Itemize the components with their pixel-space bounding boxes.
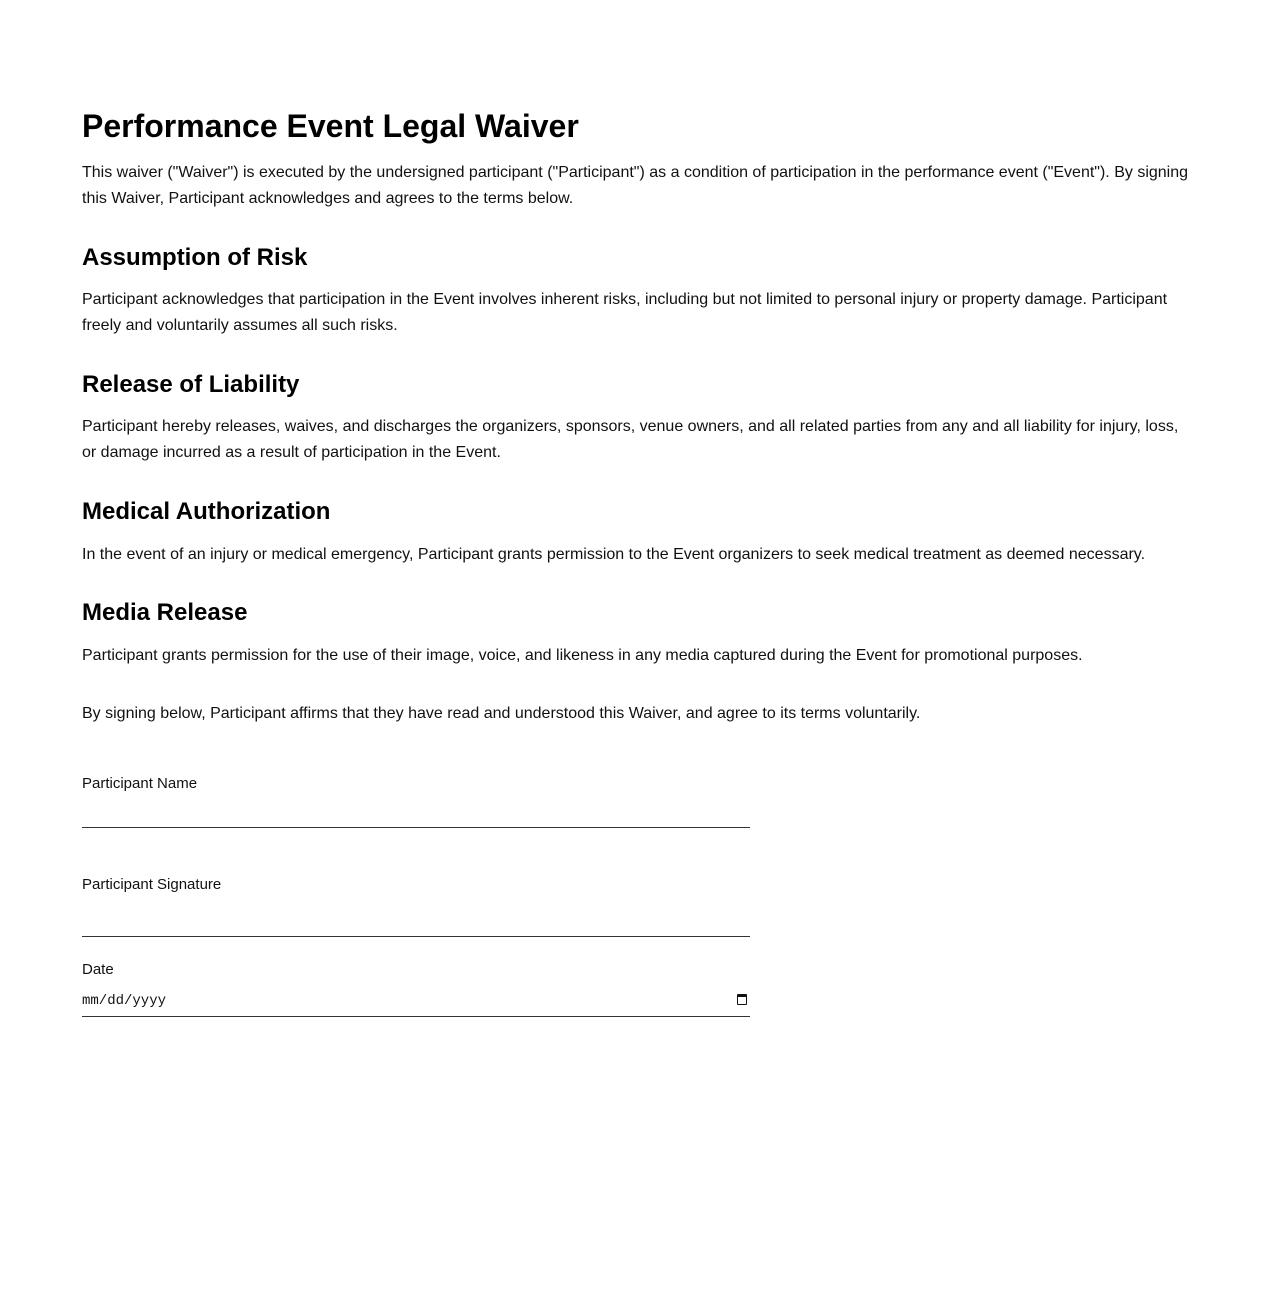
section-body-assumption-of-risk: Participant acknowledges that participation in the Event involves inherent risks, including but not limited to personal injury or property damage. Participant freely and voluntarily assumes all such risks. [82,291,1168,334]
participant-name-label: Participant Name [82,775,198,792]
section-body-medical-authorization: In the event of an injury or medical emergency, Participant grants permission to the Event organizers to seek medical treatment as deemed necessary. [82,546,1146,563]
participant-signature-input[interactable] [82,912,750,937]
section-heading-media-release: Media Release [82,599,248,626]
section-body-release-of-liability: Participant hereby releases, waives, and discharges the organizers, sponsors, venue owners, and all related parties from any and all liability for injury, loss, or damage incurred as a result of participation in the Event. [82,418,1179,461]
section-heading-release-of-liability: Release of Liability [82,371,300,398]
date-label: Date [82,961,114,978]
participant-signature-label: Participant Signature [82,876,222,893]
section-heading-medical-authorization: Medical Authorization [82,498,331,525]
intro-paragraph: This waiver ("Waiver") is executed by the undersigned participant ("Participant") as a condition of participation in the performance event ("Event"). By signing this Waiver, Participant acknowledges and agrees to the terms below. [82,164,1189,207]
calendar-icon[interactable] [737,994,747,1005]
participant-name-input[interactable] [82,803,750,828]
section-body-media-release: Participant grants permission for the use of their image, voice, and likeness in any media captured during the Event for promotional purposes. [82,647,1083,664]
affirmation-paragraph: By signing below, Participant affirms that they have read and understood this Waiver, and agree to its terms voluntarily. [82,705,921,722]
section-heading-assumption-of-risk: Assumption of Risk [82,244,308,271]
date-input[interactable] [82,988,750,1017]
date-placeholder: mm/dd/yyyy [82,993,167,1009]
page-title: Performance Event Legal Waiver [82,108,579,144]
